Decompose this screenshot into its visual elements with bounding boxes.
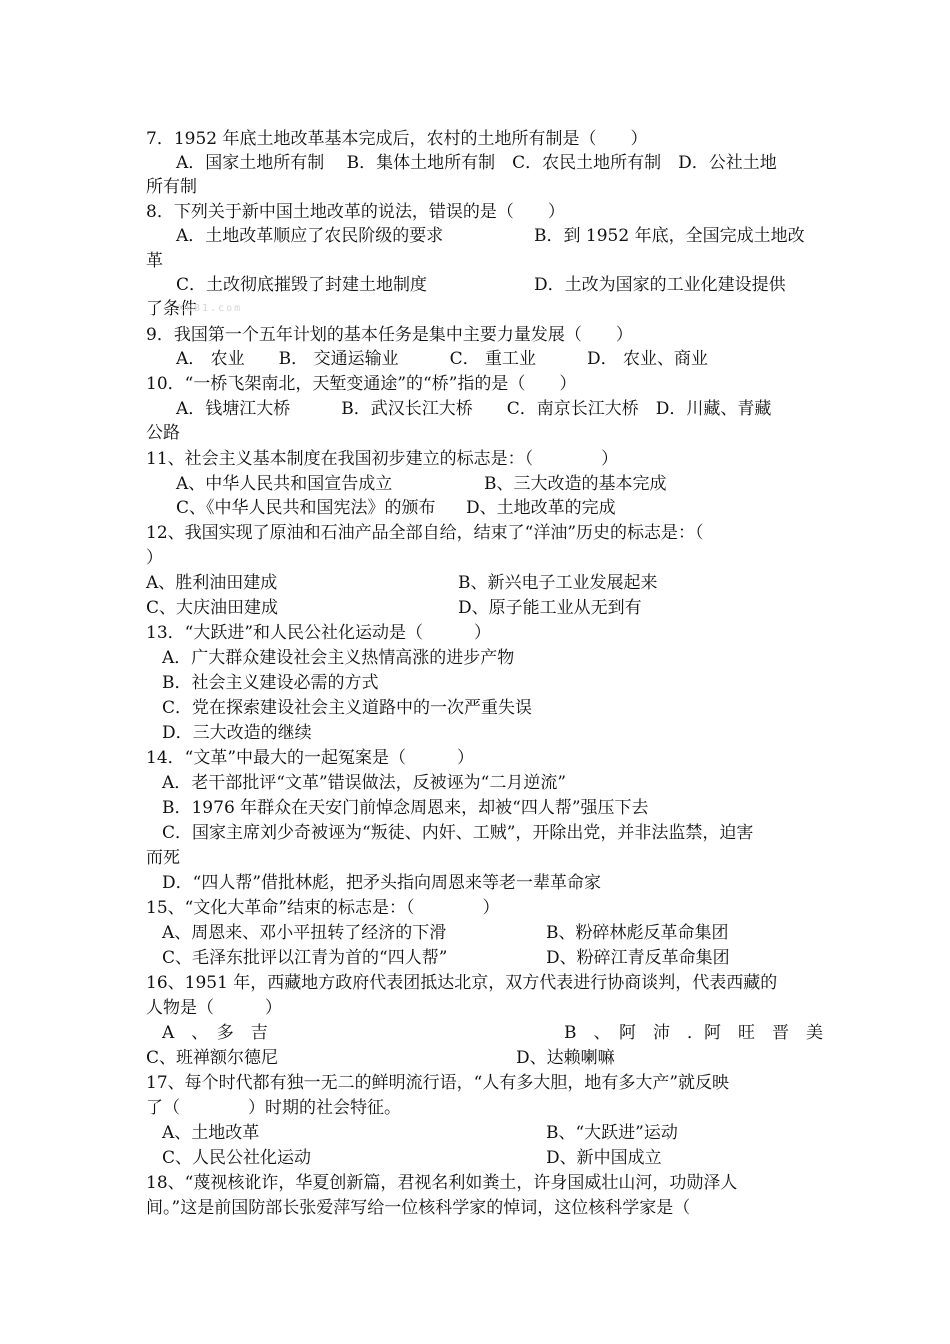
question-8-option-d-cont: 了条件 <box>146 299 197 319</box>
question-11-option-d: D、土地改革的完成 <box>466 498 616 518</box>
question-15: 15、“文化大革命”结束的标志是：（ ） <box>146 898 500 918</box>
question-11-option-a: A、中华人民共和国宣告成立 <box>176 474 393 494</box>
question-14-option-c: C．国家主席刘少奇被诬为“叛徒、内奸、工贼”，开除出党，并非法监禁，迫害 <box>162 823 754 843</box>
question-14-option-b: B．1976 年群众在天安门前悼念周恩来，却被“四人帮”强压下去 <box>162 798 649 818</box>
question-8-option-a: A．土地改革顺应了农民阶级的要求 <box>176 226 444 246</box>
question-12-cont: ） <box>146 548 163 568</box>
question-16-option-d: D、达赖喇嘛 <box>516 1048 615 1068</box>
question-17-option-a: A、土地改革 <box>162 1123 260 1143</box>
question-7-options: A．国家土地所有制 B．集体土地所有制 C．农民土地所有制 D．公社土地 <box>176 153 777 173</box>
question-16-option-b: B 、 阿 沛 ．阿 旺 晋 美 <box>564 1023 823 1043</box>
question-14-option-c-cont: 而死 <box>146 848 180 868</box>
question-11-option-c: C、《中华人民共和国宪法》的颁布 <box>176 498 436 518</box>
question-17-option-b: B、“大跃进”运动 <box>546 1123 678 1143</box>
question-9: 9．我国第一个五年计划的基本任务是集中主要力量发展（ ） <box>146 325 633 345</box>
question-12-option-a: A、胜利油田建成 <box>146 573 278 593</box>
question-14: 14．“文革”中最大的一起冤案是（ ） <box>146 748 475 768</box>
question-8-option-b-cont: 革 <box>146 251 163 271</box>
question-17: 17、每个时代都有独一无二的鲜明流行语，“人有多大胆，地有多大产”就反映 <box>146 1073 730 1093</box>
question-8-option-c: C．土改彻底摧毁了封建土地制度 <box>176 275 428 295</box>
question-13-option-d: D．三大改造的继续 <box>162 723 312 743</box>
question-10: 10．“一桥飞架南北，天堑变通途”的“桥”指的是（ ） <box>146 374 577 394</box>
question-18: 18、“蔑视核讹诈，华夏创新篇，君视名利如粪土，许身国威壮山河，功勋泽人 <box>146 1173 738 1193</box>
question-7: 7．1952 年底土地改革基本完成后，农村的土地所有制是（ ） <box>146 129 648 149</box>
question-14-option-d: D．“四人帮”借批林彪，把矛头指向周恩来等老一辈革命家 <box>162 873 602 893</box>
question-10-options-cont: 公路 <box>146 423 180 443</box>
question-11-option-b: B、三大改造的基本完成 <box>484 474 667 494</box>
question-8-option-d: D．土改为国家的工业化建设提供 <box>534 275 786 295</box>
question-12-option-d: D、原子能工业从无到有 <box>458 598 642 618</box>
question-12: 12、我国实现了原油和石油产品全部自给，结束了“洋油”历史的标志是：（ <box>146 523 704 543</box>
question-15-option-c: C、毛泽东批评以江青为首的“四人帮” <box>162 948 448 968</box>
watermark: XkB1.com <box>178 303 243 314</box>
question-16-cont: 人物是（ ） <box>146 998 282 1018</box>
question-17-option-d: D、新中国成立 <box>546 1148 662 1168</box>
question-12-option-b: B、新兴电子工业发展起来 <box>458 573 658 593</box>
question-17-option-c: C、人民公社化运动 <box>162 1148 312 1168</box>
question-18-cont: 间。”这是前国防部长张爱萍写给一位核科学家的悼词，这位核科学家是（ <box>146 1198 691 1218</box>
question-16: 16、1951 年，西藏地方政府代表团抵达北京，双方代表进行协商谈判，代表西藏的 <box>146 973 778 993</box>
question-15-option-a: A、周恩来、邓小平扭转了经济的下滑 <box>162 923 447 943</box>
question-15-option-d: D、粉碎江青反革命集团 <box>546 948 730 968</box>
question-9-options: A． 农业 B． 交通运输业 C． 重工业 D． 农业、商业 <box>176 349 709 369</box>
question-8-option-b: B．到 1952 年底，全国完成土地改 <box>534 226 805 246</box>
question-17-cont: 了（ ）时期的社会特征。 <box>146 1098 401 1118</box>
question-13: 13．“大跃进”和人民公社化运动是（ ） <box>146 623 492 643</box>
question-13-option-c: C．党在探索建设社会主义道路中的一次严重失误 <box>162 698 533 718</box>
question-10-options: A．钱塘江大桥 B．武汉长江大桥 C．南京长江大桥 D．川藏、青藏 <box>176 399 772 419</box>
question-8: 8．下列关于新中国土地改革的说法，错误的是（ ） <box>146 202 565 222</box>
question-11: 11、社会主义基本制度在我国初步建立的标志是：（ ） <box>146 449 619 469</box>
question-13-option-b: B．社会主义建设必需的方式 <box>162 673 379 693</box>
question-14-option-a: A．老干部批评“文革”错误做法，反被诬为“二月逆流” <box>162 773 567 793</box>
question-15-option-b: B、粉碎林彪反革命集团 <box>546 923 729 943</box>
question-7-options-cont: 所有制 <box>146 177 197 197</box>
question-13-option-a: A．广大群众建设社会主义热情高涨的进步产物 <box>162 648 515 668</box>
question-12-option-c: C、大庆油田建成 <box>146 598 279 618</box>
question-16-option-c: C、班禅额尔德尼 <box>146 1048 279 1068</box>
question-16-option-a: A 、 多 吉 <box>162 1023 268 1043</box>
